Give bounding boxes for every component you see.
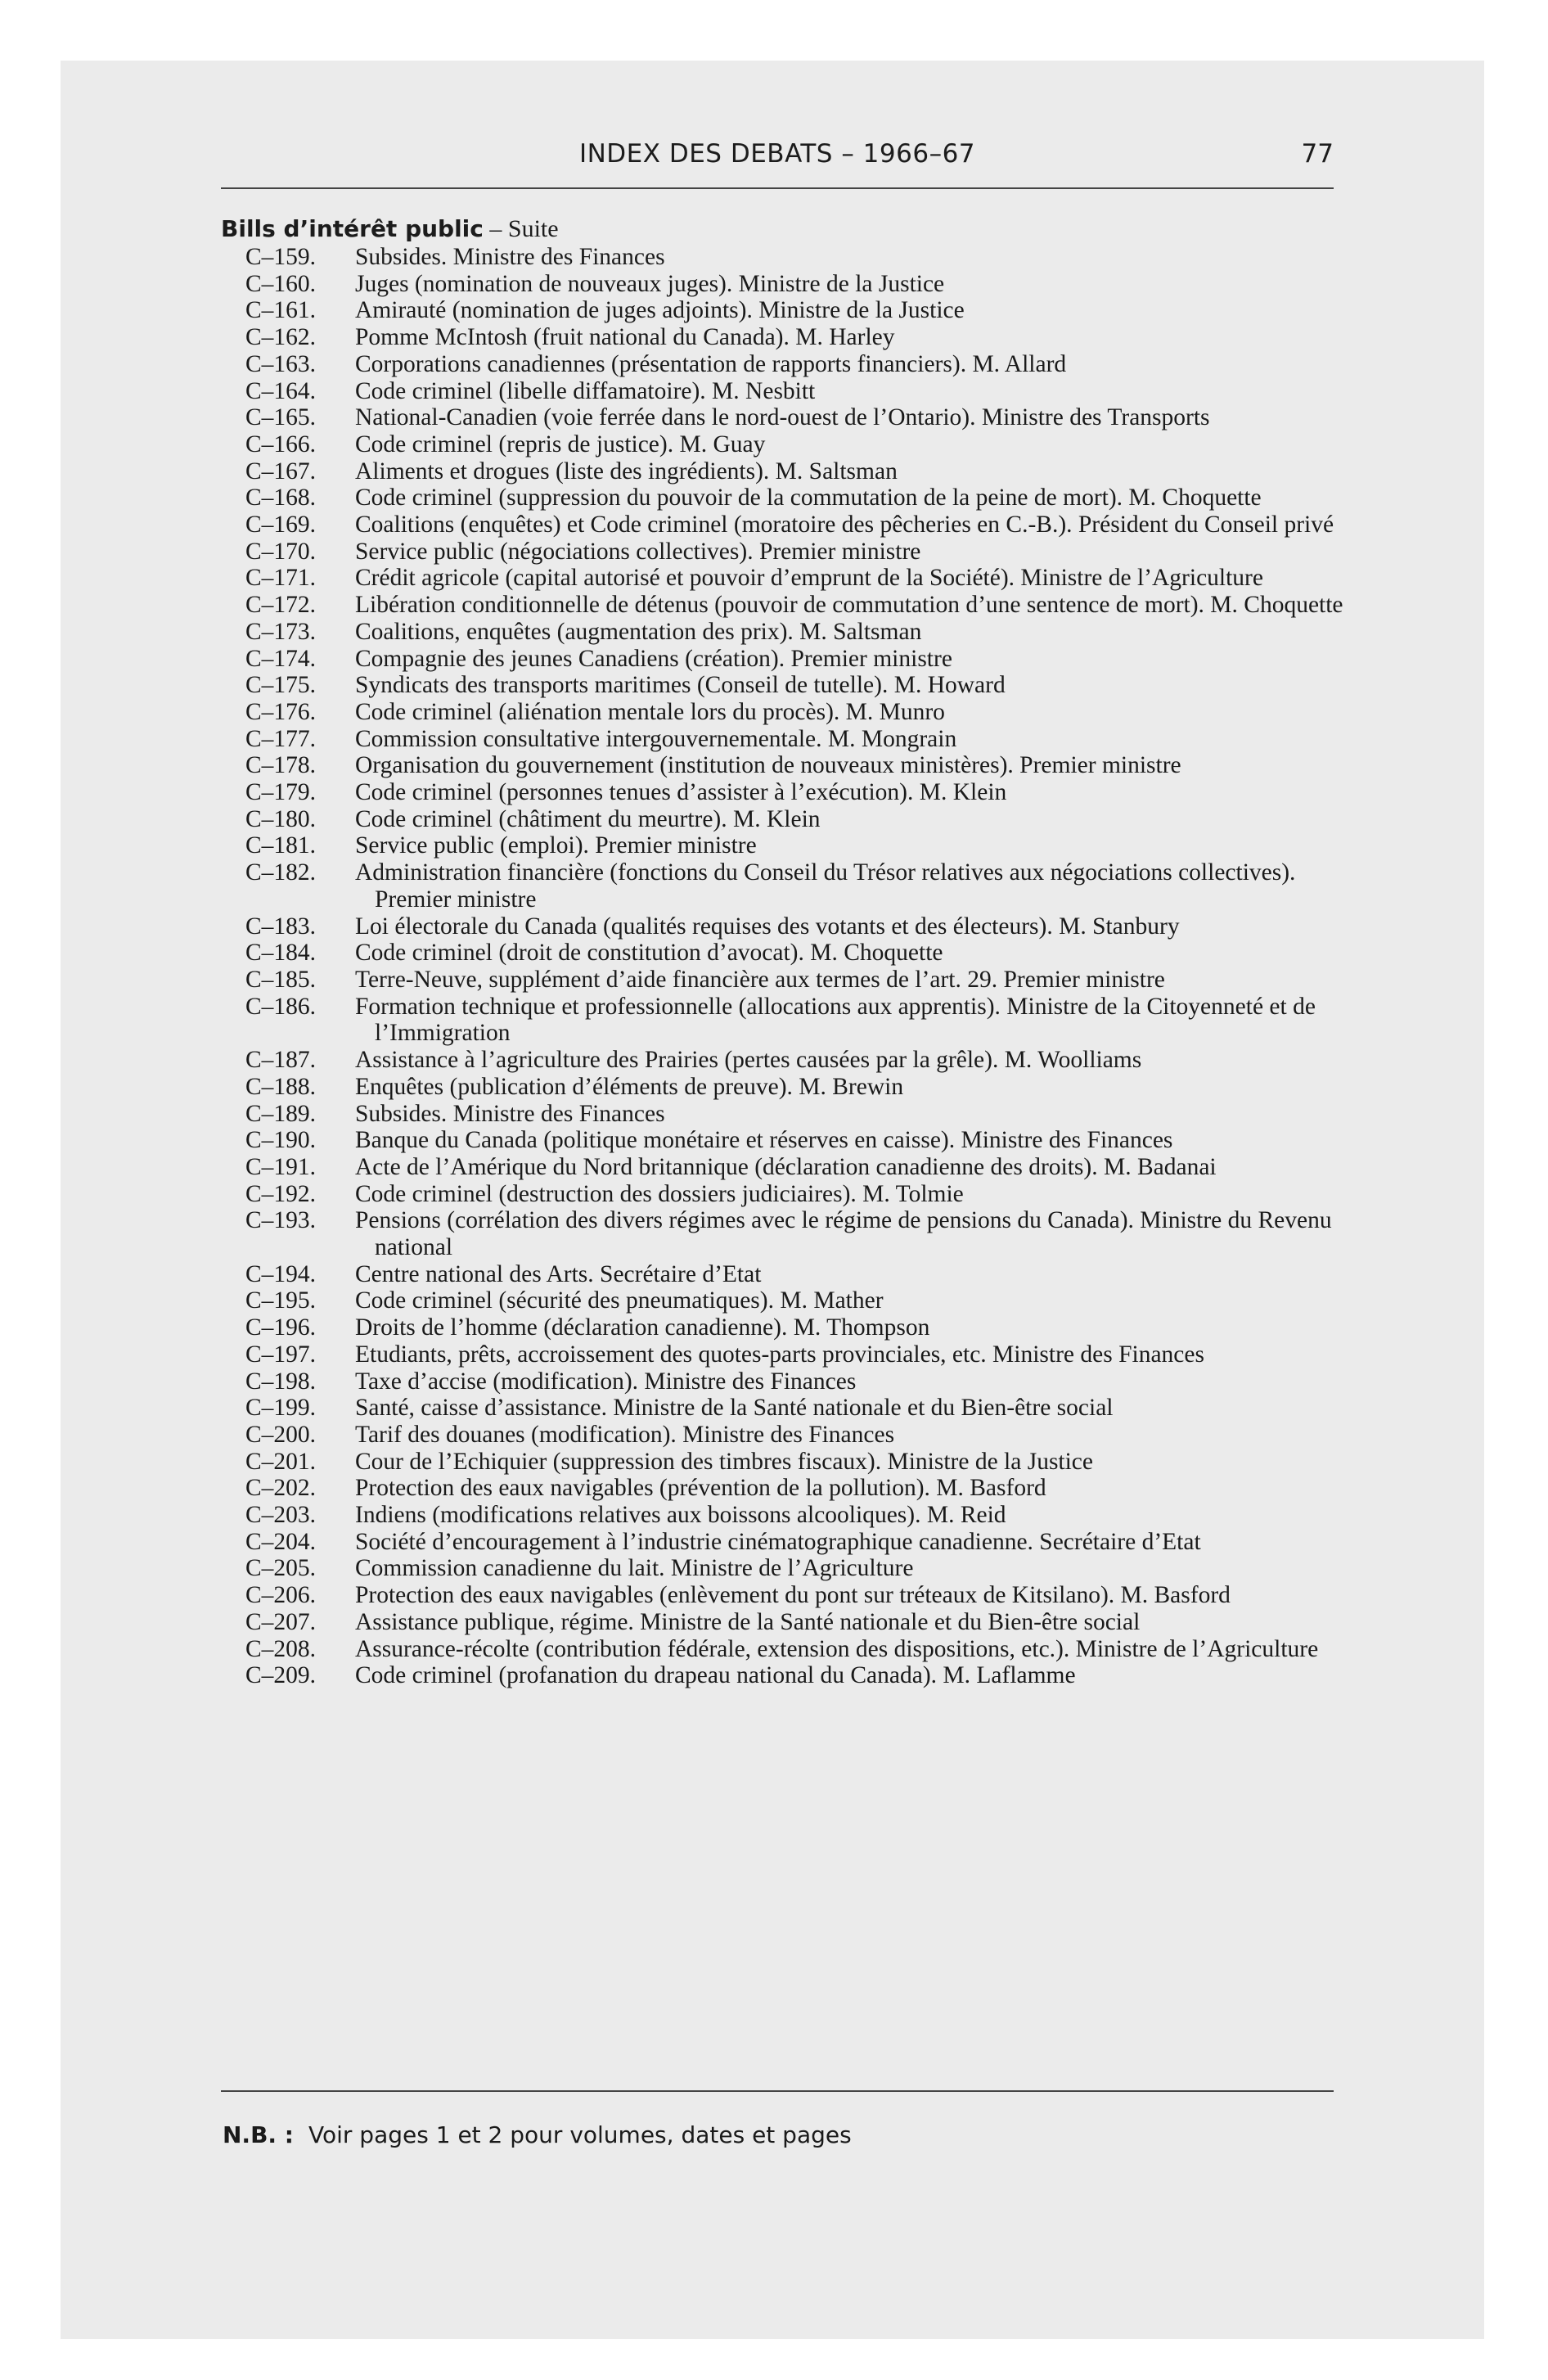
bill-entry (245, 967, 1358, 994)
bill-entry (245, 619, 1358, 646)
bill-code: C–186. (245, 993, 317, 1020)
bill-description: Amirauté (nomination de juges adjoints). Ministre de la Justice (355, 297, 965, 324)
bill-code: C–160. (245, 270, 317, 297)
bill-entry (245, 1261, 1358, 1288)
bill-code: C–175. (245, 672, 317, 699)
bill-description: Commission canadienne du lait. Ministre de l’Agriculture (355, 1555, 914, 1582)
bill-entry (245, 324, 1358, 351)
bill-entry (245, 913, 1358, 940)
bill-entry (245, 1047, 1358, 1074)
bill-entry (245, 1422, 1358, 1449)
bill-description: Code criminel (suppression du pouvoir de la commutation de la peine de mort). M. Choquette (355, 485, 1262, 512)
bill-entry (245, 752, 1358, 779)
bill-entry (245, 271, 1358, 298)
bill-code: C–178. (245, 752, 317, 779)
bill-entry (245, 1101, 1358, 1128)
bill-code: C–177. (245, 725, 317, 752)
bill-code: C–189. (245, 1100, 317, 1127)
bill-code: C–202. (245, 1475, 317, 1502)
bill-entry (245, 940, 1358, 967)
bill-code: C–172. (245, 592, 317, 619)
section-heading (221, 215, 559, 243)
section-title: Bills d’intérêt public (221, 215, 484, 242)
bill-description: Compagnie des jeunes Canadiens (création). Premier ministre (355, 645, 952, 672)
bill-description: Libération conditionnelle de détenus (pouvoir de commutation d’une sentence de mort). M. Choquette (355, 592, 1343, 619)
bill-code: C–176. (245, 698, 317, 725)
bill-entry (245, 1074, 1358, 1101)
bill-description: Formation technique et professionnelle (allocations aux apprentis). Ministre de la Citoyenneté et de l’Immigration (355, 993, 1316, 1047)
bill-description: Tarif des douanes (modification). Ministre des Finances (355, 1421, 895, 1448)
bill-code: C–163. (245, 350, 317, 377)
bill-entry (245, 1207, 1358, 1260)
bill-entry (245, 1475, 1358, 1502)
bill-entry (245, 1368, 1358, 1395)
bill-code: C–209. (245, 1662, 317, 1689)
bill-code: C–182. (245, 859, 317, 886)
bill-code: C–193. (245, 1207, 317, 1234)
bill-code: C–159. (245, 244, 317, 270)
page-header (221, 139, 1334, 172)
bill-description: Assistance publique, régime. Ministre de la Santé nationale et du Bien-être social (355, 1608, 1141, 1635)
bill-description: Centre national des Arts. Secrétaire d’Etat (355, 1260, 762, 1287)
bill-code: C–191. (245, 1153, 317, 1180)
bill-code: C–169. (245, 512, 317, 539)
bill-entry (245, 378, 1358, 405)
bill-code: C–174. (245, 645, 317, 672)
bill-description: Corporations canadiennes (présentation de rapports financiers). M. Allard (355, 350, 1067, 377)
bill-entry (245, 994, 1358, 1047)
bill-code: C–201. (245, 1448, 317, 1475)
bill-description: Assistance à l’agriculture des Prairies (pertes causées par la grêle). M. Woolliams (355, 1047, 1142, 1074)
bill-entry (245, 1287, 1358, 1314)
bill-description: Code criminel (libelle diffamatoire). M. Nesbitt (355, 377, 816, 404)
bill-entry (245, 512, 1358, 539)
bill-code: C–165. (245, 404, 317, 431)
bill-description: Syndicats des transports maritimes (Conseil de tutelle). M. Howard (355, 672, 1006, 699)
bill-entry (245, 404, 1358, 431)
bill-entry (245, 832, 1358, 859)
bill-code: C–181. (245, 832, 317, 859)
bill-description: Acte de l’Amérique du Nord britannique (déclaration canadienne des droits). M. Badanai (355, 1153, 1217, 1180)
bill-description: Subsides. Ministre des Finances (355, 1100, 665, 1127)
page-number: 77 (1301, 139, 1334, 169)
bill-code: C–203. (245, 1502, 317, 1529)
bill-code: C–194. (245, 1260, 317, 1287)
bill-description: Aliments et drogues (liste des ingrédients). M. Saltsman (355, 458, 898, 485)
bill-description: Pomme McIntosh (fruit national du Canada). M. Harley (355, 324, 895, 351)
bill-code: C–180. (245, 805, 317, 832)
bill-description: Commission consultative intergouvernementale. M. Mongrain (355, 725, 957, 752)
bill-code: C–206. (245, 1582, 317, 1609)
bill-description: Code criminel (sécurité des pneumatiques). M. Mather (355, 1287, 884, 1314)
bill-entry (245, 859, 1358, 913)
bill-code: C–184. (245, 940, 317, 967)
bill-entry (245, 244, 1358, 271)
bill-code: C–170. (245, 538, 317, 565)
bill-code: C–208. (245, 1635, 317, 1662)
bill-description: Code criminel (aliénation mentale lors du procès). M. Munro (355, 698, 945, 725)
bill-entry (245, 726, 1358, 753)
bill-description: Administration financière (fonctions du Conseil du Trésor relatives aux négociations collectives). Premier ministre (355, 859, 1296, 913)
bill-entry (245, 646, 1358, 673)
bill-code: C–190. (245, 1127, 317, 1154)
section-suffix: – Suite (483, 215, 559, 242)
bill-entry (245, 351, 1358, 378)
footnote-label: N.B. : (223, 2121, 294, 2148)
bill-description: Code criminel (personnes tenues d’assister à l’exécution). M. Klein (355, 779, 1007, 806)
bill-description: Code criminel (châtiment du meurtre). M. Klein (355, 805, 821, 832)
bill-entry (245, 431, 1358, 458)
bill-code: C–183. (245, 913, 317, 940)
bill-entry (245, 1636, 1358, 1663)
bill-code: C–185. (245, 966, 317, 993)
bill-code: C–188. (245, 1073, 317, 1100)
bill-code: C–187. (245, 1047, 317, 1074)
bill-description: Coalitions, enquêtes (augmentation des prix). M. Saltsman (355, 618, 922, 645)
bill-entry (245, 458, 1358, 485)
bill-entry (245, 1502, 1358, 1529)
bill-code: C–161. (245, 297, 317, 324)
bill-description: Crédit agricole (capital autorisé et pouvoir d’emprunt de la Société). Ministre de l’Agriculture (355, 565, 1263, 592)
page-title: INDEX DES DEBATS – 1966–67 (578, 139, 976, 169)
bill-description: Service public (négociations collectives). Premier ministre (355, 538, 921, 565)
bill-code: C–164. (245, 377, 317, 404)
bill-code: C–167. (245, 458, 317, 485)
bill-code: C–166. (245, 430, 317, 458)
header-divider (221, 187, 1334, 189)
bill-code: C–195. (245, 1287, 317, 1314)
bill-code: C–171. (245, 565, 317, 592)
bill-entry (245, 1449, 1358, 1476)
bill-entry (245, 592, 1358, 619)
bill-description: Juges (nomination de nouveaux juges). Ministre de la Justice (355, 270, 945, 297)
bill-description: Code criminel (repris de justice). M. Guay (355, 430, 766, 458)
bill-code: C–204. (245, 1528, 317, 1555)
bill-description: Cour de l’Echiquier (suppression des timbres fiscaux). Ministre de la Justice (355, 1448, 1093, 1475)
bill-code: C–205. (245, 1555, 317, 1582)
bill-entry (245, 699, 1358, 726)
bill-description: Pensions (corrélation des divers régimes avec le régime de pensions du Canada). Ministre du Revenu national (355, 1207, 1332, 1261)
bill-description: Etudiants, prêts, accroissement des quotes-parts provinciales, etc. Ministre des Finances (355, 1341, 1204, 1368)
bill-description: Protection des eaux navigables (prévention de la pollution). M. Basford (355, 1475, 1046, 1502)
bill-code: C–196. (245, 1314, 317, 1341)
bill-entry (245, 297, 1358, 324)
bill-code: C–179. (245, 779, 317, 806)
bill-code: C–199. (245, 1395, 317, 1422)
bill-description: Droits de l’homme (déclaration canadienne). M. Thompson (355, 1314, 930, 1341)
footer-divider (221, 2090, 1334, 2092)
bill-entry (245, 806, 1358, 833)
bill-description: Société d’encouragement à l’industrie cinématographique canadienne. Secrétaire d’Etat (355, 1528, 1201, 1555)
bill-entry (245, 1529, 1358, 1556)
bill-entry (245, 672, 1358, 699)
bill-description: Subsides. Ministre des Finances (355, 244, 665, 270)
bill-description: Taxe d’accise (modification). Ministre des Finances (355, 1368, 857, 1395)
bill-entry (245, 1127, 1358, 1154)
bill-entry (245, 1582, 1358, 1609)
bill-entry (245, 539, 1358, 566)
bill-description: Loi électorale du Canada (qualités requises des votants et des électeurs). M. Stanbury (355, 913, 1180, 940)
bill-code: C–197. (245, 1341, 317, 1368)
bill-code: C–173. (245, 618, 317, 645)
bill-description: Terre-Neuve, supplément d’aide financière aux termes de l’art. 29. Premier ministre (355, 966, 1165, 993)
bill-description: Protection des eaux navigables (enlèvement du pont sur tréteaux de Kitsilano). M. Basford (355, 1582, 1231, 1609)
bill-entry (245, 1662, 1358, 1689)
bill-description: Banque du Canada (politique monétaire et réserves en caisse). Ministre des Finances (355, 1127, 1173, 1154)
bill-description: National-Canadien (voie ferrée dans le nord-ouest de l’Ontario). Ministre des Transports (355, 404, 1210, 431)
bill-entry (245, 1609, 1358, 1636)
bill-description: Code criminel (destruction des dossiers judiciaires). M. Tolmie (355, 1180, 964, 1207)
bill-description: Service public (emploi). Premier ministre (355, 832, 757, 859)
bill-entry (245, 485, 1358, 512)
bill-description: Indiens (modifications relatives aux boissons alcooliques). M. Reid (355, 1502, 1006, 1529)
bill-code: C–207. (245, 1608, 317, 1635)
bill-code: C–192. (245, 1180, 317, 1207)
bill-description: Code criminel (droit de constitution d’avocat). M. Choquette (355, 940, 943, 967)
bill-entry (245, 1395, 1358, 1422)
bill-entry (245, 1555, 1358, 1582)
bill-code: C–198. (245, 1368, 317, 1395)
bill-description: Organisation du gouvernement (institution de nouveaux ministères). Premier ministre (355, 752, 1181, 779)
bill-entry (245, 1314, 1358, 1341)
bill-description: Code criminel (profanation du drapeau national du Canada). M. Laflamme (355, 1662, 1076, 1689)
footnote-text: Voir pages 1 et 2 pour volumes, dates et pages (308, 2121, 852, 2148)
bill-entry (245, 779, 1358, 806)
bill-description: Coalitions (enquêtes) et Code criminel (moratoire des pêcheries en C.-B.). Président du Conseil privé (355, 512, 1334, 539)
bill-entry (245, 1154, 1358, 1181)
bill-code: C–162. (245, 324, 317, 351)
bill-code: C–200. (245, 1421, 317, 1448)
bill-list (245, 244, 1358, 1689)
bill-entry (245, 1181, 1358, 1208)
footnote (223, 2121, 852, 2148)
bill-description: Assurance-récolte (contribution fédérale, extension des dispositions, etc.). Ministre de l’Agriculture (355, 1635, 1319, 1662)
bill-description: Santé, caisse d’assistance. Ministre de la Santé nationale et du Bien-être social (355, 1395, 1114, 1422)
bill-entry (245, 1341, 1358, 1368)
bill-code: C–168. (245, 485, 317, 512)
bill-description: Enquêtes (publication d’éléments de preuve). M. Brewin (355, 1073, 904, 1100)
bill-entry (245, 565, 1358, 592)
